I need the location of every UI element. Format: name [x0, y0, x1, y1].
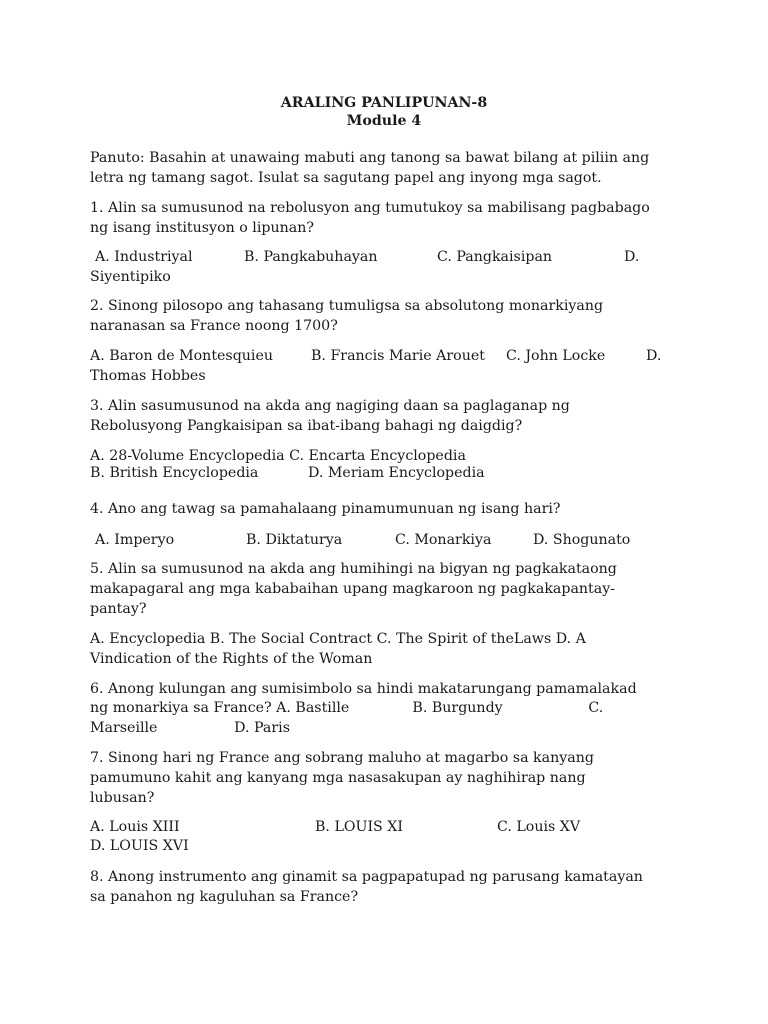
question-3-options: A. 28-Volume Encyclopedia C. Encarta Encyclopedia [90, 448, 466, 464]
question-7-text: 7. Sinong hari ng France ang sobrang maluho at magarbo sa kanyang [90, 750, 594, 766]
question-2-option-d-text: Thomas Hobbes [90, 368, 206, 384]
question-2-option-c: C. John Locke [506, 348, 606, 364]
question-8-text: 8. Anong instrumento ang ginamit sa pagpapatupad ng parusang kamatayan [90, 869, 643, 885]
question-6-text: ng monarkiya sa France? A. Bastille B. Burgundy C. [90, 700, 604, 716]
question-1-option-b: B. Pangkabuhayan [244, 249, 378, 265]
question-2-option-b: B. Francis Marie Arouet [311, 348, 485, 364]
question-1-option-c: C. Pangkaisipan [437, 249, 553, 265]
question-4-option-b: B. Diktaturya [246, 532, 343, 548]
question-6-text: 6. Anong kulungan ang sumisimbolo sa hindi makatarungang pamamalakad [90, 681, 637, 697]
question-4-option-a: A. Imperyo [95, 532, 175, 548]
question-5-options: Vindication of the Rights of the Woman [90, 651, 373, 667]
instructions-line: letra ng tamang sagot. Isulat sa sagutang papel ang inyong mga sagot. [90, 170, 602, 186]
question-7-option-d: D. LOUIS XVI [90, 838, 189, 854]
question-2-option-d: D. [646, 348, 662, 364]
question-5-text: makapagaral ang mga kababaihan upang magkaroon ng pagkakapantay- [90, 581, 616, 597]
question-1-option-d: D. [624, 249, 640, 265]
question-2-text: 2. Sinong pilosopo ang tahasang tumuligsa sa absolutong monarkiyang [90, 298, 604, 314]
question-5-text: pantay? [90, 601, 147, 617]
question-4-text: 4. Ano ang tawag sa pamahalaang pinamumunuan ng isang hari? [90, 501, 561, 517]
document-title: ARALING PANLIPUNAN-8 [280, 95, 488, 111]
question-3-text: 3. Alin sasumusunod na akda ang nagiging daan sa paglaganap ng [90, 398, 570, 414]
question-2-option-a: A. Baron de Montesquieu [90, 348, 273, 364]
question-5-text: 5. Alin sa sumusunod na akda ang humihingi na bigyan ng pagkakataong [90, 561, 617, 577]
question-2-text: naranasan sa France noong 1700? [90, 318, 338, 334]
question-7-option-c: C. Louis XV [497, 819, 581, 835]
document-subtitle: Module 4 [346, 113, 422, 129]
question-4-option-c: C. Monarkiya [395, 532, 492, 548]
question-5-options: A. Encyclopedia B. The Social Contract C. The Spirit of theLaws D. A [90, 631, 586, 647]
question-7-text: lubusan? [90, 790, 155, 806]
question-6-text: Marseille D. Paris [90, 720, 290, 736]
question-7-text: pamumuno kahit ang kanyang mga nasasakupan ay naghihirap nang [90, 770, 586, 786]
question-1-option-d-text: Siyentipiko [90, 269, 171, 285]
question-1-option-a: A. Industriyal [95, 249, 193, 265]
question-1-text: 1. Alin sa sumusunod na rebolusyon ang tumutukoy sa mabilisang pagbabago [90, 200, 650, 216]
question-7-option-a: A. Louis XIII [90, 819, 180, 835]
question-7-option-b: B. LOUIS XI [315, 819, 403, 835]
question-3-options: B. British Encyclopedia D. Meriam Encyclopedia [90, 465, 485, 481]
instructions-line: Panuto: Basahin at unawaing mabuti ang tanong sa bawat bilang at piliin ang [90, 150, 650, 166]
question-8-text: sa panahon ng kaguluhan sa France? [90, 889, 359, 905]
question-4-option-d: D. Shogunato [533, 532, 631, 548]
question-3-text: Rebolusyong Pangkaisipan sa ibat-ibang bahagi ng daigdig? [90, 418, 523, 434]
question-1-text: ng isang institusyon o lipunan? [90, 220, 314, 236]
